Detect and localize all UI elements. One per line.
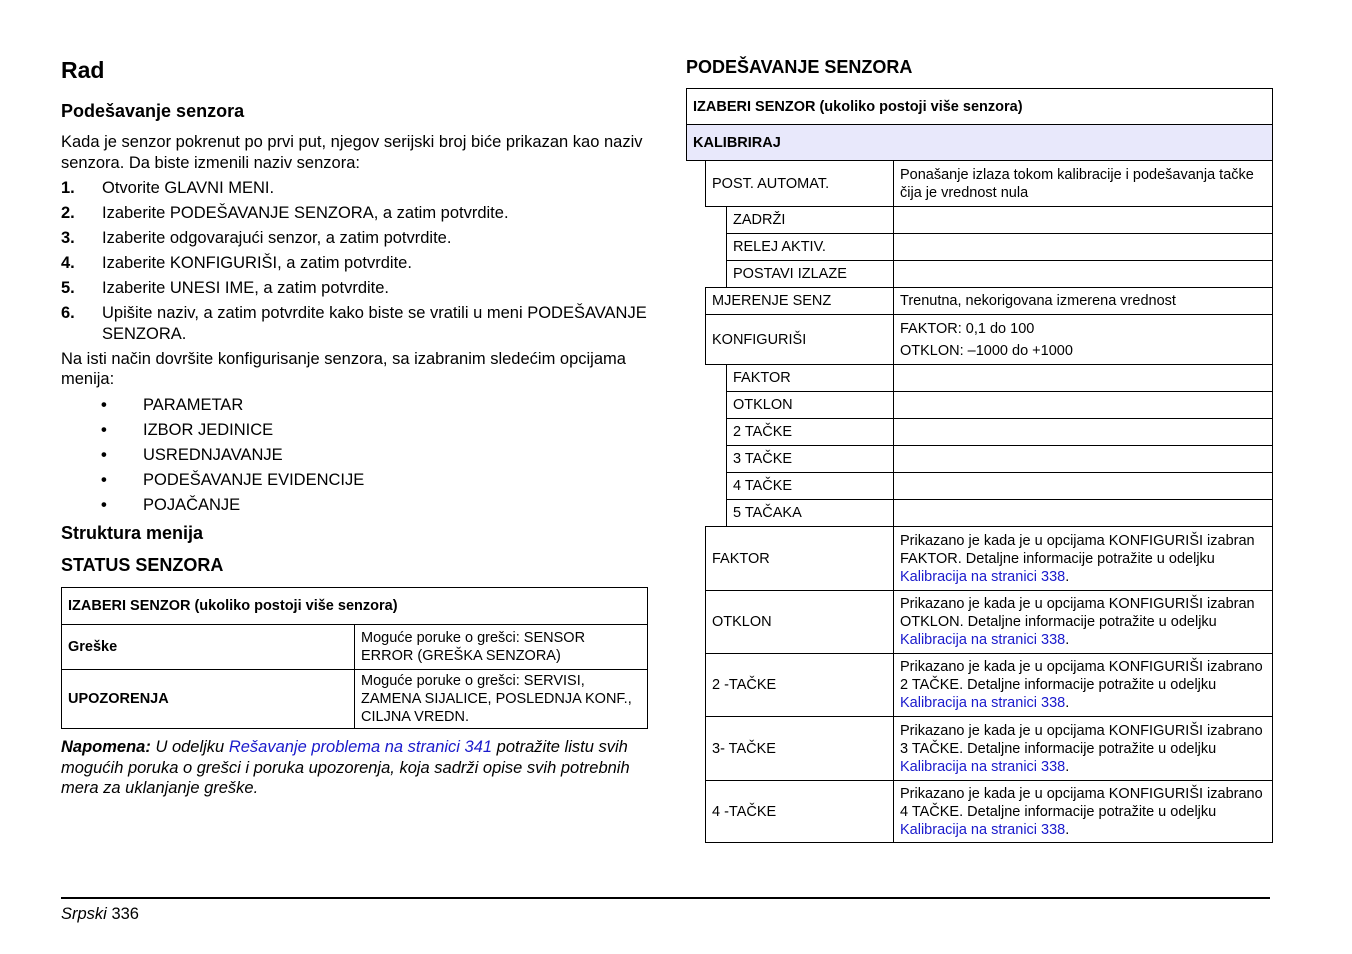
list-item xyxy=(61,278,648,299)
list-item xyxy=(61,203,648,224)
sensor-setup-title: PODEŠAVANJE SENZORA xyxy=(686,57,913,77)
step-text: Izaberite odgovarajući senzor, a zatim potvrdite. xyxy=(102,229,452,247)
menu-description: Ponašanje izlaza tokom kalibracije i podešavanja tačke čija je vrednost nula xyxy=(893,160,1273,207)
menu-description xyxy=(893,526,1273,591)
submenu-label: 5 TAČAKA xyxy=(726,499,894,527)
bullet-icon: • xyxy=(101,395,107,414)
empty-cell xyxy=(893,391,1273,419)
description-text: Prikazano je kada je u opcijama KONFIGURIŠI izabran FAKTOR. Detaljne informacije potražite u odeljku xyxy=(900,532,1255,567)
list-item xyxy=(61,228,648,249)
sensor-setup-table xyxy=(686,88,1273,888)
calibration-link[interactable]: Kalibracija na stranici 338 xyxy=(900,821,1066,838)
select-sensor-header: IZABERI SENZOR (ukoliko postoji više senzora) xyxy=(686,88,1273,125)
calibration-link[interactable]: Kalibracija na stranici 338 xyxy=(900,632,1066,648)
status-table xyxy=(61,587,648,729)
list-item xyxy=(61,495,648,516)
options-list xyxy=(61,395,648,516)
step-number: 6. xyxy=(61,304,75,322)
submenu-label: 4 TAČKE xyxy=(726,472,894,500)
description-text: . xyxy=(1065,821,1070,838)
note-label: Napomena: xyxy=(61,738,151,756)
list-item xyxy=(61,253,648,274)
menu-structure-title: Struktura menija xyxy=(61,523,204,543)
page-footer xyxy=(61,905,139,924)
submenu-label: 2 TAČKE xyxy=(726,418,894,446)
submenu-label: POSTAVI IZLAZE xyxy=(726,260,894,288)
note-post: potražite listu svih mogućih poruka o grešci i poruka upozorenja, koja sadrži opise svih potrebnih mera za uklanjanje greške. xyxy=(61,738,630,797)
intro-paragraph: Kada je senzor pokrenut po prvi put, njegov serijski broj biće prikazan kao naziv senzora. Da biste izmenili naziv senzora: xyxy=(61,133,643,172)
step-text: Upišite naziv, a zatim potvrdite kako biste se vratili u meni PODEŠAVANJE SENZORA. xyxy=(102,304,647,343)
menu-description xyxy=(893,653,1273,717)
menu-label: 2 -TAČKE xyxy=(705,653,894,717)
status-row-value: Moguće poruke o grešci: SENSOR ERROR (GREŠKA SENZORA) xyxy=(355,625,648,670)
status-row-value: Moguće poruke o grešci: SERVISI, ZAMENA SIJALICE, POSLEDNJA KONF., CILJNA VREDN. xyxy=(355,670,648,729)
menu-label: FAKTOR xyxy=(705,526,894,591)
footer-divider xyxy=(61,897,1270,899)
calibration-link[interactable]: Kalibracija na stranici 338 xyxy=(900,568,1066,585)
option-text: PODEŠAVANJE EVIDENCIJE xyxy=(143,470,365,489)
list-item xyxy=(61,178,648,199)
submenu-label: FAKTOR xyxy=(726,364,894,392)
status-row-label: Greške xyxy=(62,625,355,670)
bullet-icon: • xyxy=(101,420,107,439)
menu-label: POST. AUTOMAT. xyxy=(705,160,894,207)
step-number: 4. xyxy=(61,254,75,272)
list-item xyxy=(61,303,648,344)
description-text: Prikazano je kada je u opcijama KONFIGURIŠI izabrano 3 TAČKE. Detaljne informacije potražite u odeljku xyxy=(900,722,1263,757)
troubleshooting-link[interactable]: Rešavanje problema na stranici 341 xyxy=(228,738,493,756)
empty-cell xyxy=(893,364,1273,392)
empty-cell xyxy=(893,418,1273,446)
section-title: Podešavanje senzora xyxy=(61,101,245,121)
option-text: IZBOR JEDINICE xyxy=(143,420,274,439)
description-text: . xyxy=(1065,632,1070,648)
list-item xyxy=(61,445,648,466)
list-item xyxy=(61,395,648,416)
step-number: 3. xyxy=(61,229,75,247)
note-pre: U odeljku xyxy=(150,738,229,756)
note-paragraph xyxy=(61,737,648,799)
step-text: Izaberite PODEŠAVANJE SENZORA, a zatim potvrdite. xyxy=(102,204,509,222)
empty-cell xyxy=(893,445,1273,473)
description-text: Prikazano je kada je u opcijama KONFIGURIŠI izabrano 4 TAČKE. Detaljne informacije potražite u odeljku xyxy=(900,785,1263,820)
menu-label: 3- TAČKE xyxy=(705,716,894,781)
option-text: PARAMETAR xyxy=(143,395,244,414)
calibrate-header: KALIBRIRAJ xyxy=(686,124,1273,161)
page-title: Rad xyxy=(61,57,105,83)
steps-list xyxy=(61,178,648,344)
menu-label: 4 -TAČKE xyxy=(705,780,894,843)
left-column xyxy=(61,52,648,799)
status-table-header: IZABERI SENZOR (ukoliko postoji više senzora) xyxy=(62,588,648,625)
bullet-icon: • xyxy=(101,445,107,464)
description-text: . xyxy=(1065,695,1070,711)
options-paragraph: Na isti način dovršite konfigurisanje senzora, sa izabranim sledećim opcijama menija: xyxy=(61,349,626,388)
right-column xyxy=(686,52,1273,888)
empty-cell xyxy=(893,472,1273,500)
table-row xyxy=(62,625,648,670)
option-text: POJAČANJE xyxy=(143,495,241,514)
step-text: Otvorite GLAVNI MENI. xyxy=(102,179,275,197)
calibration-link[interactable]: Kalibracija na stranici 338 xyxy=(900,758,1066,775)
submenu-label: 3 TAČKE xyxy=(726,445,894,473)
submenu-label: OTKLON xyxy=(726,391,894,419)
page-number: 336 xyxy=(111,905,139,923)
empty-cell xyxy=(893,260,1273,288)
description-text: . xyxy=(1065,568,1070,585)
status-title: STATUS SENZORA xyxy=(61,555,224,575)
config-offset-range: OTKLON: –1000 do +1000 xyxy=(900,342,1073,359)
menu-description xyxy=(893,716,1273,781)
menu-label: OTKLON xyxy=(705,590,894,654)
footer-language: Srpski xyxy=(61,905,107,923)
menu-label: KONFIGURIŠI xyxy=(705,314,894,365)
empty-cell xyxy=(893,499,1273,527)
description-text: . xyxy=(1065,758,1070,775)
config-factor-range: FAKTOR: 0,1 do 100 xyxy=(900,320,1035,337)
submenu-label: ZADRŽI xyxy=(726,206,894,234)
description-text: Prikazano je kada je u opcijama KONFIGURIŠI izabrano 2 TAČKE. Detaljne informacije potražite u odeljku xyxy=(900,659,1263,693)
empty-cell xyxy=(893,233,1273,261)
description-text: Prikazano je kada je u opcijama KONFIGURIŠI izabran OTKLON. Detaljne informacije potražite u odeljku xyxy=(900,596,1255,630)
table-row xyxy=(62,588,648,625)
status-row-label: UPOZORENJA xyxy=(62,670,355,729)
calibration-link[interactable]: Kalibracija na stranici 338 xyxy=(900,695,1066,711)
step-text: Izaberite KONFIGURIŠI, a zatim potvrdite. xyxy=(102,254,412,272)
menu-description xyxy=(893,780,1273,843)
step-text: Izaberite UNESI IME, a zatim potvrdite. xyxy=(102,279,390,297)
menu-label: MJERENJE SENZ xyxy=(705,287,894,315)
step-number: 2. xyxy=(61,204,75,222)
option-text: USREDNJAVANJE xyxy=(143,445,283,464)
bullet-icon: • xyxy=(101,495,107,514)
menu-description: Trenutna, nekorigovana izmerena vrednost xyxy=(893,287,1273,315)
step-number: 5. xyxy=(61,279,75,297)
submenu-label: RELEJ AKTIV. xyxy=(726,233,894,261)
menu-description xyxy=(893,314,1273,365)
list-item xyxy=(61,420,648,441)
list-item xyxy=(61,470,648,491)
menu-description xyxy=(893,590,1273,654)
table-row xyxy=(62,670,648,729)
bullet-icon: • xyxy=(101,470,107,489)
step-number: 1. xyxy=(61,179,75,197)
empty-cell xyxy=(893,206,1273,234)
